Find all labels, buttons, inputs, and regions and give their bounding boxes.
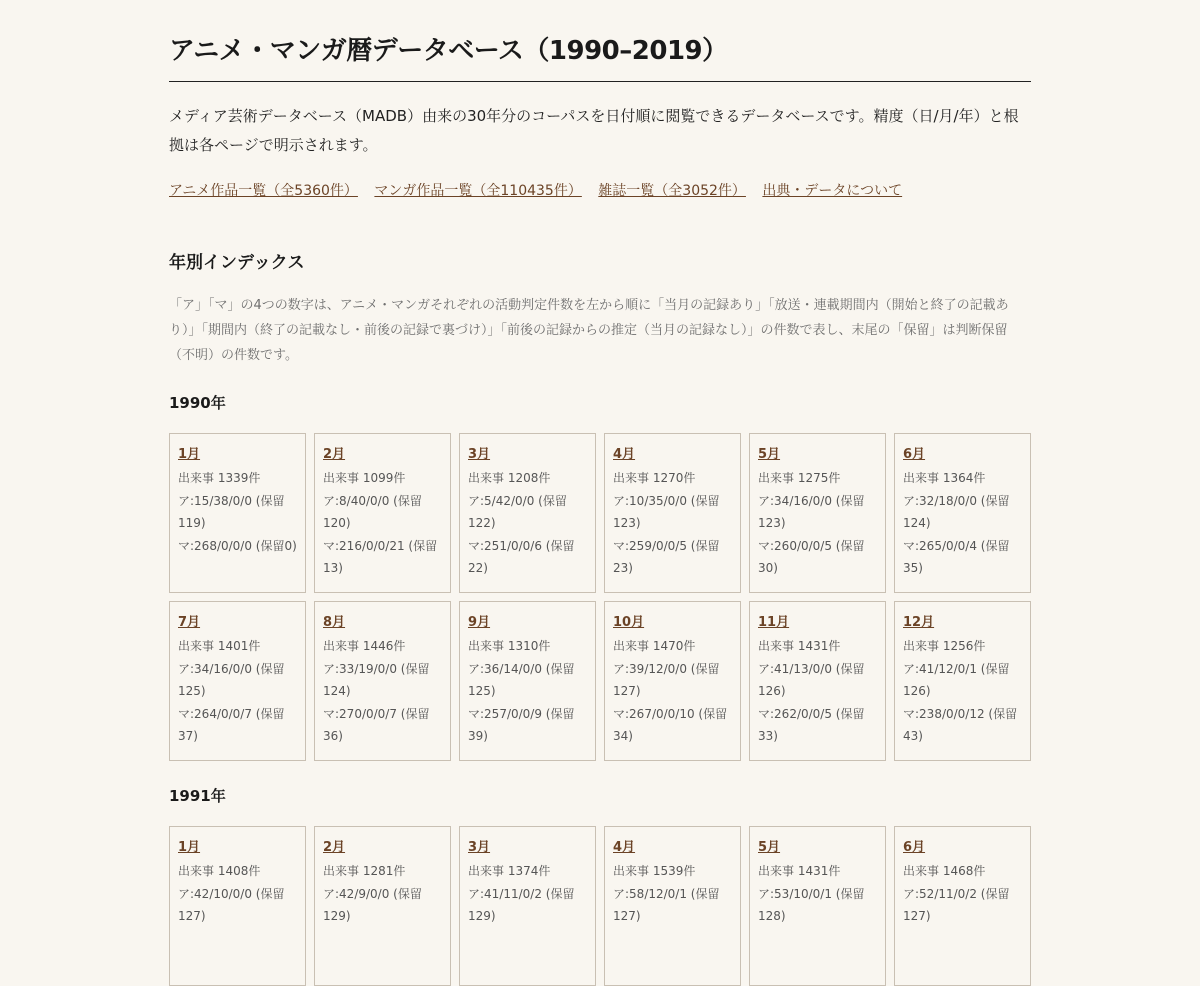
month-card bbox=[894, 826, 1031, 986]
month-card bbox=[894, 433, 1031, 593]
month-link[interactable]: 9月 bbox=[468, 615, 491, 630]
manga-stats: マ:251/0/0/6 (保留22) bbox=[468, 538, 575, 575]
manga-stats: マ:238/0/0/12 (保留43) bbox=[903, 706, 1018, 743]
anime-stats: ア:5/42/0/0 (保留122) bbox=[468, 493, 567, 530]
event-count: 出来事 1256件 bbox=[903, 639, 986, 653]
anime-stats: ア:33/19/0/0 (保留124) bbox=[323, 661, 430, 698]
anime-stats: ア:42/9/0/0 (保留129) bbox=[323, 886, 422, 923]
event-count: 出来事 1446件 bbox=[323, 639, 406, 653]
month-card bbox=[459, 826, 596, 986]
anime-stats: ア:42/10/0/0 (保留127) bbox=[178, 886, 285, 923]
month-link[interactable]: 5月 bbox=[758, 447, 781, 462]
year-section-1991 bbox=[169, 785, 1031, 986]
anime-stats: ア:41/13/0/0 (保留126) bbox=[758, 661, 865, 698]
event-count: 出来事 1310件 bbox=[468, 639, 551, 653]
month-card bbox=[314, 826, 451, 986]
month-link[interactable]: 3月 bbox=[468, 447, 491, 462]
manga-list-link[interactable]: マンガ作品一覧（全110435件） bbox=[374, 183, 582, 199]
nav-links bbox=[169, 180, 1031, 200]
anime-stats: ア:41/12/0/1 (保留126) bbox=[903, 661, 1010, 698]
page-title: アニメ・マンガ暦データベース（1990–2019） bbox=[169, 30, 1031, 82]
anime-list-link[interactable]: アニメ作品一覧（全5360件） bbox=[169, 183, 358, 199]
anime-stats: ア:10/35/0/0 (保留123) bbox=[613, 493, 720, 530]
index-legend-note: 「ア」「マ」の4つの数字は、アニメ・マンガそれぞれの活動判定件数を左から順に「当月の記録あり」「放送・連載期間内（開始と終了の記載あり）」「期間内（終了の記載なし・前後の記録で裏づけ）」「前後の記録からの推定（当月の記録なし）」の件数で表し、末尾の「保留」は判断保留（不明）の件数です。 bbox=[169, 298, 1009, 363]
event-count: 出来事 1468件 bbox=[903, 864, 986, 878]
manga-stats: マ:270/0/0/7 (保留36) bbox=[323, 706, 430, 743]
month-link[interactable]: 6月 bbox=[903, 840, 926, 855]
month-card bbox=[169, 433, 306, 593]
month-card bbox=[604, 826, 741, 986]
month-card bbox=[314, 433, 451, 593]
month-link[interactable]: 7月 bbox=[178, 615, 201, 630]
event-count: 出来事 1364件 bbox=[903, 471, 986, 485]
manga-stats: マ:267/0/0/10 (保留34) bbox=[613, 706, 728, 743]
month-card bbox=[604, 433, 741, 593]
month-card bbox=[894, 601, 1031, 761]
intro-text: メディア芸術データベース（MADB）由来の30年分のコーパスを日付順に閲覧できるデータベースです。精度（日/月/年）と根拠は各ページで明示されます。 bbox=[169, 107, 1019, 154]
manga-stats: マ:260/0/0/5 (保留30) bbox=[758, 538, 865, 575]
event-count: 出来事 1431件 bbox=[758, 864, 841, 878]
anime-stats: ア:34/16/0/0 (保留125) bbox=[178, 661, 285, 698]
source-info-link[interactable]: 出典・データについて bbox=[762, 183, 903, 199]
month-link[interactable]: 8月 bbox=[323, 615, 346, 630]
month-link[interactable]: 12月 bbox=[903, 615, 935, 630]
year-section-1990 bbox=[169, 392, 1031, 761]
anime-stats: ア:58/12/0/1 (保留127) bbox=[613, 886, 720, 923]
manga-stats: マ:262/0/0/5 (保留33) bbox=[758, 706, 865, 743]
anime-stats: ア:32/18/0/0 (保留124) bbox=[903, 493, 1010, 530]
anime-stats: ア:34/16/0/0 (保留123) bbox=[758, 493, 865, 530]
event-count: 出来事 1470件 bbox=[613, 639, 696, 653]
year-heading: 1991年 bbox=[169, 787, 226, 805]
anime-stats: ア:15/38/0/0 (保留119) bbox=[178, 493, 285, 530]
month-card bbox=[169, 601, 306, 761]
month-link[interactable]: 1月 bbox=[178, 447, 201, 462]
month-link[interactable]: 10月 bbox=[613, 615, 645, 630]
event-count: 出来事 1099件 bbox=[323, 471, 406, 485]
month-card bbox=[749, 601, 886, 761]
year-index-heading: 年別インデックス bbox=[169, 253, 305, 273]
month-card bbox=[749, 433, 886, 593]
event-count: 出来事 1374件 bbox=[468, 864, 551, 878]
anime-stats: ア:41/11/0/2 (保留129) bbox=[468, 886, 575, 923]
manga-stats: マ:268/0/0/0 (保留0) bbox=[178, 538, 297, 553]
event-count: 出来事 1270件 bbox=[613, 471, 696, 485]
month-link[interactable]: 6月 bbox=[903, 447, 926, 462]
anime-stats: ア:53/10/0/1 (保留128) bbox=[758, 886, 865, 923]
manga-stats: マ:264/0/0/7 (保留37) bbox=[178, 706, 285, 743]
page-content bbox=[169, 0, 1031, 986]
anime-stats: ア:52/11/0/2 (保留127) bbox=[903, 886, 1010, 923]
manga-stats: マ:257/0/0/9 (保留39) bbox=[468, 706, 575, 743]
manga-stats: マ:259/0/0/5 (保留23) bbox=[613, 538, 720, 575]
anime-stats: ア:36/14/0/0 (保留125) bbox=[468, 661, 575, 698]
month-link[interactable]: 1月 bbox=[178, 840, 201, 855]
year-heading: 1990年 bbox=[169, 394, 226, 412]
month-card bbox=[749, 826, 886, 986]
month-card bbox=[459, 601, 596, 761]
event-count: 出来事 1281件 bbox=[323, 864, 406, 878]
event-count: 出来事 1408件 bbox=[178, 864, 261, 878]
month-link[interactable]: 2月 bbox=[323, 840, 346, 855]
event-count: 出来事 1208件 bbox=[468, 471, 551, 485]
magazine-list-link[interactable]: 雑誌一覧（全3052件） bbox=[598, 183, 746, 199]
manga-stats: マ:216/0/0/21 (保留13) bbox=[323, 538, 438, 575]
event-count: 出来事 1401件 bbox=[178, 639, 261, 653]
month-link[interactable]: 5月 bbox=[758, 840, 781, 855]
event-count: 出来事 1275件 bbox=[758, 471, 841, 485]
month-card bbox=[459, 433, 596, 593]
month-grid bbox=[169, 433, 1031, 761]
month-link[interactable]: 11月 bbox=[758, 615, 790, 630]
anime-stats: ア:39/12/0/0 (保留127) bbox=[613, 661, 720, 698]
month-link[interactable]: 3月 bbox=[468, 840, 491, 855]
month-card bbox=[169, 826, 306, 986]
month-card bbox=[604, 601, 741, 761]
month-grid bbox=[169, 826, 1031, 986]
event-count: 出来事 1339件 bbox=[178, 471, 261, 485]
month-link[interactable]: 4月 bbox=[613, 840, 636, 855]
event-count: 出来事 1539件 bbox=[613, 864, 696, 878]
month-link[interactable]: 4月 bbox=[613, 447, 636, 462]
month-card bbox=[314, 601, 451, 761]
manga-stats: マ:265/0/0/4 (保留35) bbox=[903, 538, 1010, 575]
anime-stats: ア:8/40/0/0 (保留120) bbox=[323, 493, 422, 530]
month-link[interactable]: 2月 bbox=[323, 447, 346, 462]
event-count: 出来事 1431件 bbox=[758, 639, 841, 653]
